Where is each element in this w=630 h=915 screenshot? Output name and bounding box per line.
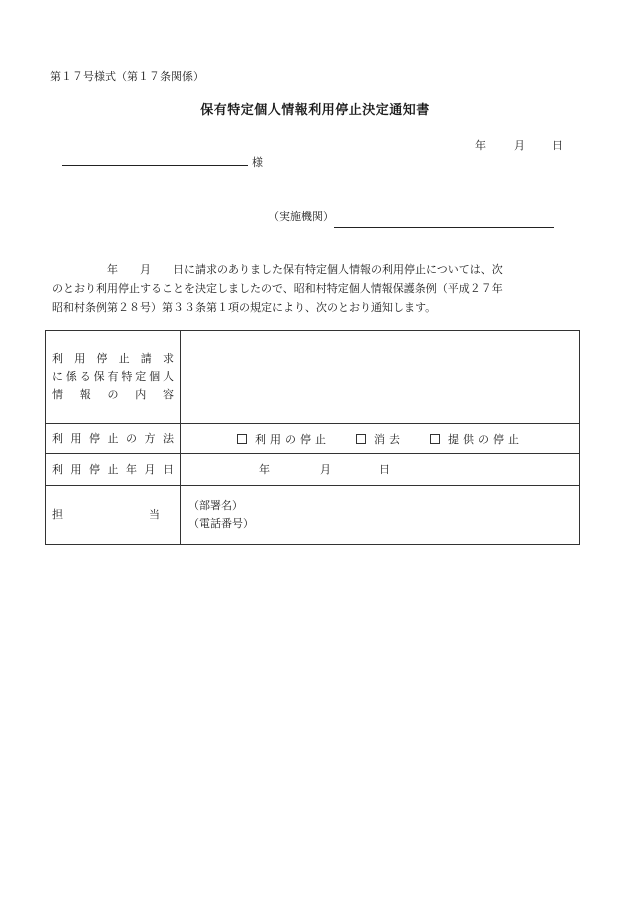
method-option-stop-use[interactable]: 利用の停止 (237, 431, 330, 447)
content-value-cell[interactable] (181, 331, 580, 424)
table-row-content (46, 331, 580, 424)
method-option-stop-provision[interactable]: 提供の停止 (430, 431, 523, 447)
content-label-line-2: に 係 る 保 有 特 定 個 人 (52, 370, 174, 383)
date-label-cell (46, 454, 181, 486)
issue-date-day: 日 (552, 139, 563, 152)
issue-date-month: 月 (514, 139, 525, 152)
date-label: 利 用 停 止 年 月 日 (52, 462, 174, 476)
date-fill-year: 年 (259, 462, 270, 476)
date-fill-month: 月 (320, 462, 331, 476)
table-row-contact (46, 486, 580, 545)
content-label-cell (46, 331, 181, 424)
form-number: 第１７号様式（第１７条関係） (50, 70, 204, 83)
method-label-cell (46, 424, 181, 454)
content-label-line-1: 利 用 停 止 請 求 (52, 352, 174, 365)
method-option-erase[interactable]: 消去 (356, 431, 404, 447)
contact-label-cell (46, 486, 181, 545)
agency-label: （実施機関） (268, 210, 334, 223)
contact-department-label: （部署名） (188, 499, 243, 512)
contact-label: 担 当 (52, 508, 160, 521)
contact-phone-label: （電話番号） (188, 517, 254, 530)
method-label: 利 用 停 止 の 方 法 (52, 431, 174, 445)
checkbox-icon[interactable] (356, 434, 366, 444)
method-options-cell (181, 424, 580, 454)
notice-body-line: 年 月 日に請求のありました保有特定個人情報の利用停止については、次 (52, 263, 503, 276)
contact-value-cell[interactable] (181, 486, 580, 545)
notice-body-line: のとおり利用停止することを決定しましたので、昭和村特定個人情報保護条例（平成２７年 (52, 282, 503, 295)
details-table (45, 330, 580, 545)
checkbox-icon[interactable] (430, 434, 440, 444)
table-row-date (46, 454, 580, 486)
document-title: 保有特定個人情報利用停止決定通知書 (200, 103, 430, 118)
table-row-method (46, 424, 580, 454)
content-label-line-3: 情 報 の 内 容 (52, 388, 174, 401)
issue-date-year: 年 (475, 139, 486, 152)
notice-body-line: 昭和村条例第２８号）第３３条第１項の規定により、次のとおり通知します。 (52, 301, 437, 314)
date-fill-day: 日 (379, 462, 390, 476)
addressee-suffix: 様 (252, 156, 263, 169)
agency-name-line (334, 227, 554, 228)
addressee-name-line (62, 165, 248, 166)
date-value-cell[interactable] (181, 454, 580, 486)
notice-body (52, 260, 567, 317)
checkbox-icon[interactable] (237, 434, 247, 444)
